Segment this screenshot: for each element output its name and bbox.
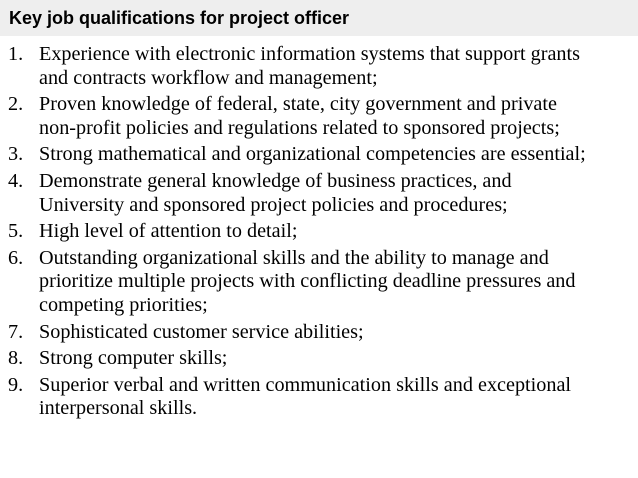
item-number: 5. <box>8 220 24 243</box>
item-text-line: and contracts workflow and management; <box>39 66 378 89</box>
qualifications-list <box>0 43 638 424</box>
item-number: 1. <box>8 43 24 65</box>
item-text-line: competing priorities; <box>39 294 208 317</box>
item-number: 3. <box>8 143 24 166</box>
item-text-line: High level of attention to detail; <box>39 220 298 243</box>
item-text-line: Strong mathematical and organizational competencies are essential; <box>39 143 586 166</box>
list-item <box>0 220 638 244</box>
list-item <box>0 374 638 421</box>
item-text-line: Superior verbal and written communication skills and exceptional <box>39 373 572 396</box>
list-item <box>0 143 638 167</box>
item-text-line: Strong computer skills; <box>39 347 228 370</box>
list-item <box>0 321 638 345</box>
item-text-line: Outstanding organizational skills and the ability to manage and <box>39 246 549 269</box>
item-number: 9. <box>8 373 24 396</box>
title-bar <box>0 0 638 36</box>
list-item <box>0 247 638 318</box>
list-item <box>0 93 638 140</box>
item-text-line: University and sponsored project policies and procedures; <box>39 193 508 216</box>
item-text-line: non-profit policies and regulations related to sponsored projects; <box>39 116 560 139</box>
list-item <box>0 43 638 90</box>
page-title: Key job qualifications for project officer <box>9 8 350 28</box>
item-text-line: Sophisticated customer service abilities; <box>39 320 364 343</box>
list-item <box>0 347 638 371</box>
list-item <box>0 170 638 217</box>
item-text-line: Experience with electronic information systems that support grants <box>39 43 580 65</box>
item-text-line: prioritize multiple projects with conflicting deadline pressures and <box>39 270 576 293</box>
item-text-line: Proven knowledge of federal, state, city government and private <box>39 93 557 116</box>
item-text-line: Demonstrate general knowledge of business practices, and <box>39 169 512 192</box>
item-number: 7. <box>8 320 24 343</box>
item-number: 8. <box>8 347 24 370</box>
item-number: 2. <box>8 93 24 116</box>
item-number: 6. <box>8 246 24 269</box>
item-text-line: interpersonal skills. <box>39 397 198 420</box>
item-number: 4. <box>8 169 24 192</box>
